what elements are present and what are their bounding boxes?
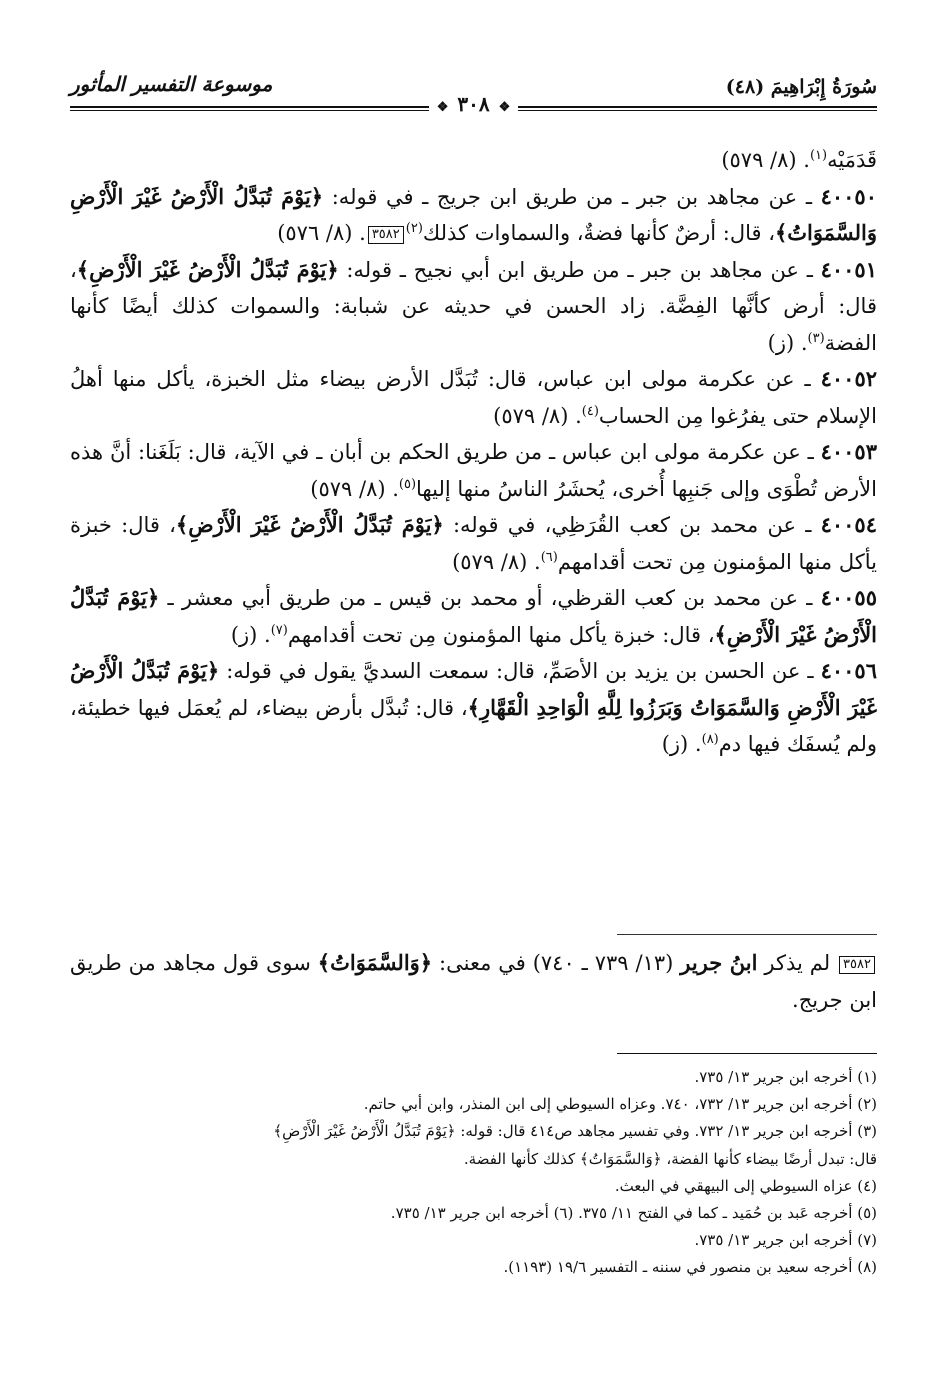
footnote-marker[interactable]: (٦) — [540, 549, 558, 565]
quran-verse: ﴿يَوْمَ تُبَدَّلُ الْأَرْضُ غَيْرَ الْأَرْضِ﴾ — [70, 585, 877, 647]
volume-reference: . (٨/ ٥٧٦) — [277, 221, 366, 245]
volume-reference: . (٨/ ٥٧٩) — [452, 549, 541, 574]
footnote-marker[interactable]: (٣) — [807, 330, 825, 346]
footnote-marker[interactable]: (٨) — [701, 732, 719, 747]
book-title: موسوعة التفسير المأثور — [70, 72, 273, 96]
quran-verse: ﴿يَوْمَ تُبَدَّلُ الْأَرْضُ غَيْرَ الْأَرْضِ وَالسَّمَوَاتُ﴾ — [70, 183, 877, 245]
quran-verse: ﴿يَوْمَ تُبَدَّلُ الْأَرْضُ غَيْرَ الْأَرْضِ﴾ — [76, 256, 339, 282]
entry-text: ـ عن محمد بن كعب القرظي، أو محمد بن قيس ـ من طريق أبي معشر ـ — [159, 586, 821, 610]
entry-number: ٤٠٠٥٢ — [820, 366, 878, 391]
entry-number: ٤٠٠٥٤ — [820, 512, 877, 537]
continuation-text: قَدَمَيْه — [827, 148, 877, 172]
footnote: (٣) أخرجه ابن جرير ١٣/ ٧٣٢. وفي تفسير مجاهد ص٤١٤ قال: قوله: ﴿يَوْمَ تُبَدَّلُ الْأَرْضُ غَيْرَ الْأَرْضِ﴾ — [273, 1122, 877, 1141]
entry-text: ، قال: أرضٌ كأنها فضةٌ، والسماوات كذلك — [422, 221, 775, 245]
entry-text: ـ عن محمد بن كعب القُرَظِي، في قوله: — [443, 513, 821, 537]
volume-reference: . (ز) — [767, 330, 808, 355]
commentary-text: سوى قول مجاهد من طريق ابن جريج. — [70, 951, 877, 1012]
volume-reference: . (ز) — [230, 622, 271, 647]
commentary-text: لم يذكر — [757, 951, 838, 975]
entry-text: ـ عن مجاهد بن جبر ـ من طريق ابن أبي نجيح ـ قوله: — [338, 257, 821, 282]
footnote: قال: تبدل أرضًا بيضاء كأنها الفضة، ﴿وَالسَّمَوَاتُ﴾ كذلك كأنها الفضة. — [463, 1149, 877, 1168]
entry-paragraph — [70, 507, 877, 580]
surah-title: سُورَةُ إِبْرَاهِيمَ (٤٨) — [725, 76, 877, 98]
page-number-wrap — [70, 92, 877, 116]
page-number-block — [429, 92, 518, 116]
commentary-rule — [617, 934, 877, 935]
continuation-paragraph — [70, 142, 877, 179]
footnote-marker[interactable]: (١) — [809, 148, 828, 163]
entry-text: ـ عن الحسن بن يزيد بن الأصَمِّ، قال: سمعت السديَّ يقول في قوله: — [219, 659, 821, 683]
footnotes — [70, 1064, 877, 1282]
commentary-text: (١٣/ ٧٣٩ ـ ٧٤٠) في معنى: — [432, 951, 681, 975]
commentary-marker: ٣٥٨٢ — [839, 956, 875, 974]
entry-text: ـ عن عكرمة مولى ابن عباس، قال: تُبَدَّل الأرض بيضاء مثل الخبزة، يأكل منها أهلُ الإسلام حتى يفرُغوا مِن الحساب — [70, 367, 877, 428]
page-number: ٣٠٨ — [457, 92, 490, 116]
entry-text: ، قال: خبزة يأكل منها المؤمنون مِن تحت أقدامهم — [70, 513, 877, 574]
footnote: (٨) أخرجه سعيد بن منصور في سننه ـ التفسير ١٩/٦ (١١٩٣). — [503, 1258, 877, 1277]
quran-verse: ﴿وَالسَّمَوَاتُ﴾ — [317, 950, 433, 975]
volume-reference: . (ز) — [661, 732, 702, 756]
footnotes-rule — [617, 1053, 877, 1054]
entry-paragraph — [70, 580, 877, 653]
commentary-note — [70, 944, 877, 1019]
entry-number: ٤٠٠٥٠ — [820, 183, 877, 209]
entry-paragraph — [70, 361, 877, 434]
footnote: (٤) عزاه السيوطي إلى البيهقي في البعث. — [614, 1176, 877, 1195]
volume-reference: . (٨/ ٥٧٩) — [721, 148, 810, 172]
commentary-marker[interactable]: ٣٥٨٢ — [368, 226, 404, 244]
quran-verse: ﴿يَوْمَ تُبَدَّلُ الْأَرْضُ غَيْرَ الْأَرْضِ وَالسَّمَوَاتُ وَبَرَزُوا لِلَّهِ الْوَاحِدِ الْقَهَّارِ﴾ — [70, 658, 877, 720]
footnote: (٢) أخرجه ابن جرير ١٣/ ٧٣٢، ٧٤٠. وعزاه السيوطي إلى ابن المنذر، وابن أبي حاتم. — [363, 1095, 877, 1114]
footnote-marker[interactable]: (٧) — [270, 622, 288, 638]
ornament-icon: ❖ — [436, 100, 449, 115]
quran-verse: ﴿يَوْمَ تُبَدَّلُ الْأَرْضُ غَيْرَ الْأَرْضِ﴾ — [175, 512, 444, 537]
entry-text: ، قال: أرض كأنَّها الفِضَّة. زاد الحسن في حديثه عن شبابة: والسموات كذلك أيضًا كأنها الفضة — [70, 257, 877, 355]
commentary-author: ابنُ جرير — [680, 950, 758, 975]
entry-number: ٤٠٠٥٥ — [820, 585, 877, 610]
ornament-icon: ❖ — [498, 100, 511, 115]
footnote-marker[interactable]: (٤) — [581, 403, 599, 419]
volume-reference: . (٨/ ٥٧٩) — [310, 476, 399, 501]
entry-number: ٤٠٠٥٣ — [820, 439, 877, 464]
main-text — [70, 142, 877, 763]
entry-text: ـ عن مجاهد بن جبر ـ من طريق ابن جريج ـ في قوله: — [323, 184, 821, 209]
entry-number: ٤٠٠٥١ — [820, 256, 877, 282]
entry-paragraph — [70, 179, 877, 252]
entry-text: ، قال: خبزة يأكل منها المؤمنون مِن تحت أقدامهم — [287, 622, 715, 647]
page-header — [70, 62, 877, 116]
volume-reference: . (٨/ ٥٧٩) — [493, 403, 582, 428]
footnote: (٥) أخرجه عَبد بن حُمَيد ـ كما في الفتح ١١/ ٣٧٥. (٦) أخرجه ابن جرير ١٣/ ٧٣٥. — [390, 1204, 877, 1223]
footnote-marker[interactable]: (٥) — [398, 476, 417, 492]
footnote: (١) أخرجه ابن جرير ١٣/ ٧٣٥. — [694, 1068, 877, 1086]
entry-paragraph — [70, 252, 877, 362]
entry-text: ـ عن عكرمة مولى ابن عباس ـ من طريق الحكم بن أبان ـ في الآية، قال: بَلَغَنا: أنَّ هذه الأرض تُطْوَى وإلى جَنبِها أُخرى، يُحشَرُ الناسُ منها إليها — [70, 440, 877, 501]
entry-text: ، قال: تُبدَّل بأرض بيضاء، لم يُعمَل فيها خطيئة، ولم يُسفَك فيها دم — [70, 695, 877, 756]
footnote: (٧) أخرجه ابن جرير ١٣/ ٧٣٥. — [694, 1231, 877, 1250]
entry-paragraph — [70, 434, 877, 507]
entry-paragraph — [70, 653, 877, 763]
entry-number: ٤٠٠٥٦ — [820, 658, 877, 683]
footnote-marker[interactable]: (٢) — [405, 221, 423, 236]
